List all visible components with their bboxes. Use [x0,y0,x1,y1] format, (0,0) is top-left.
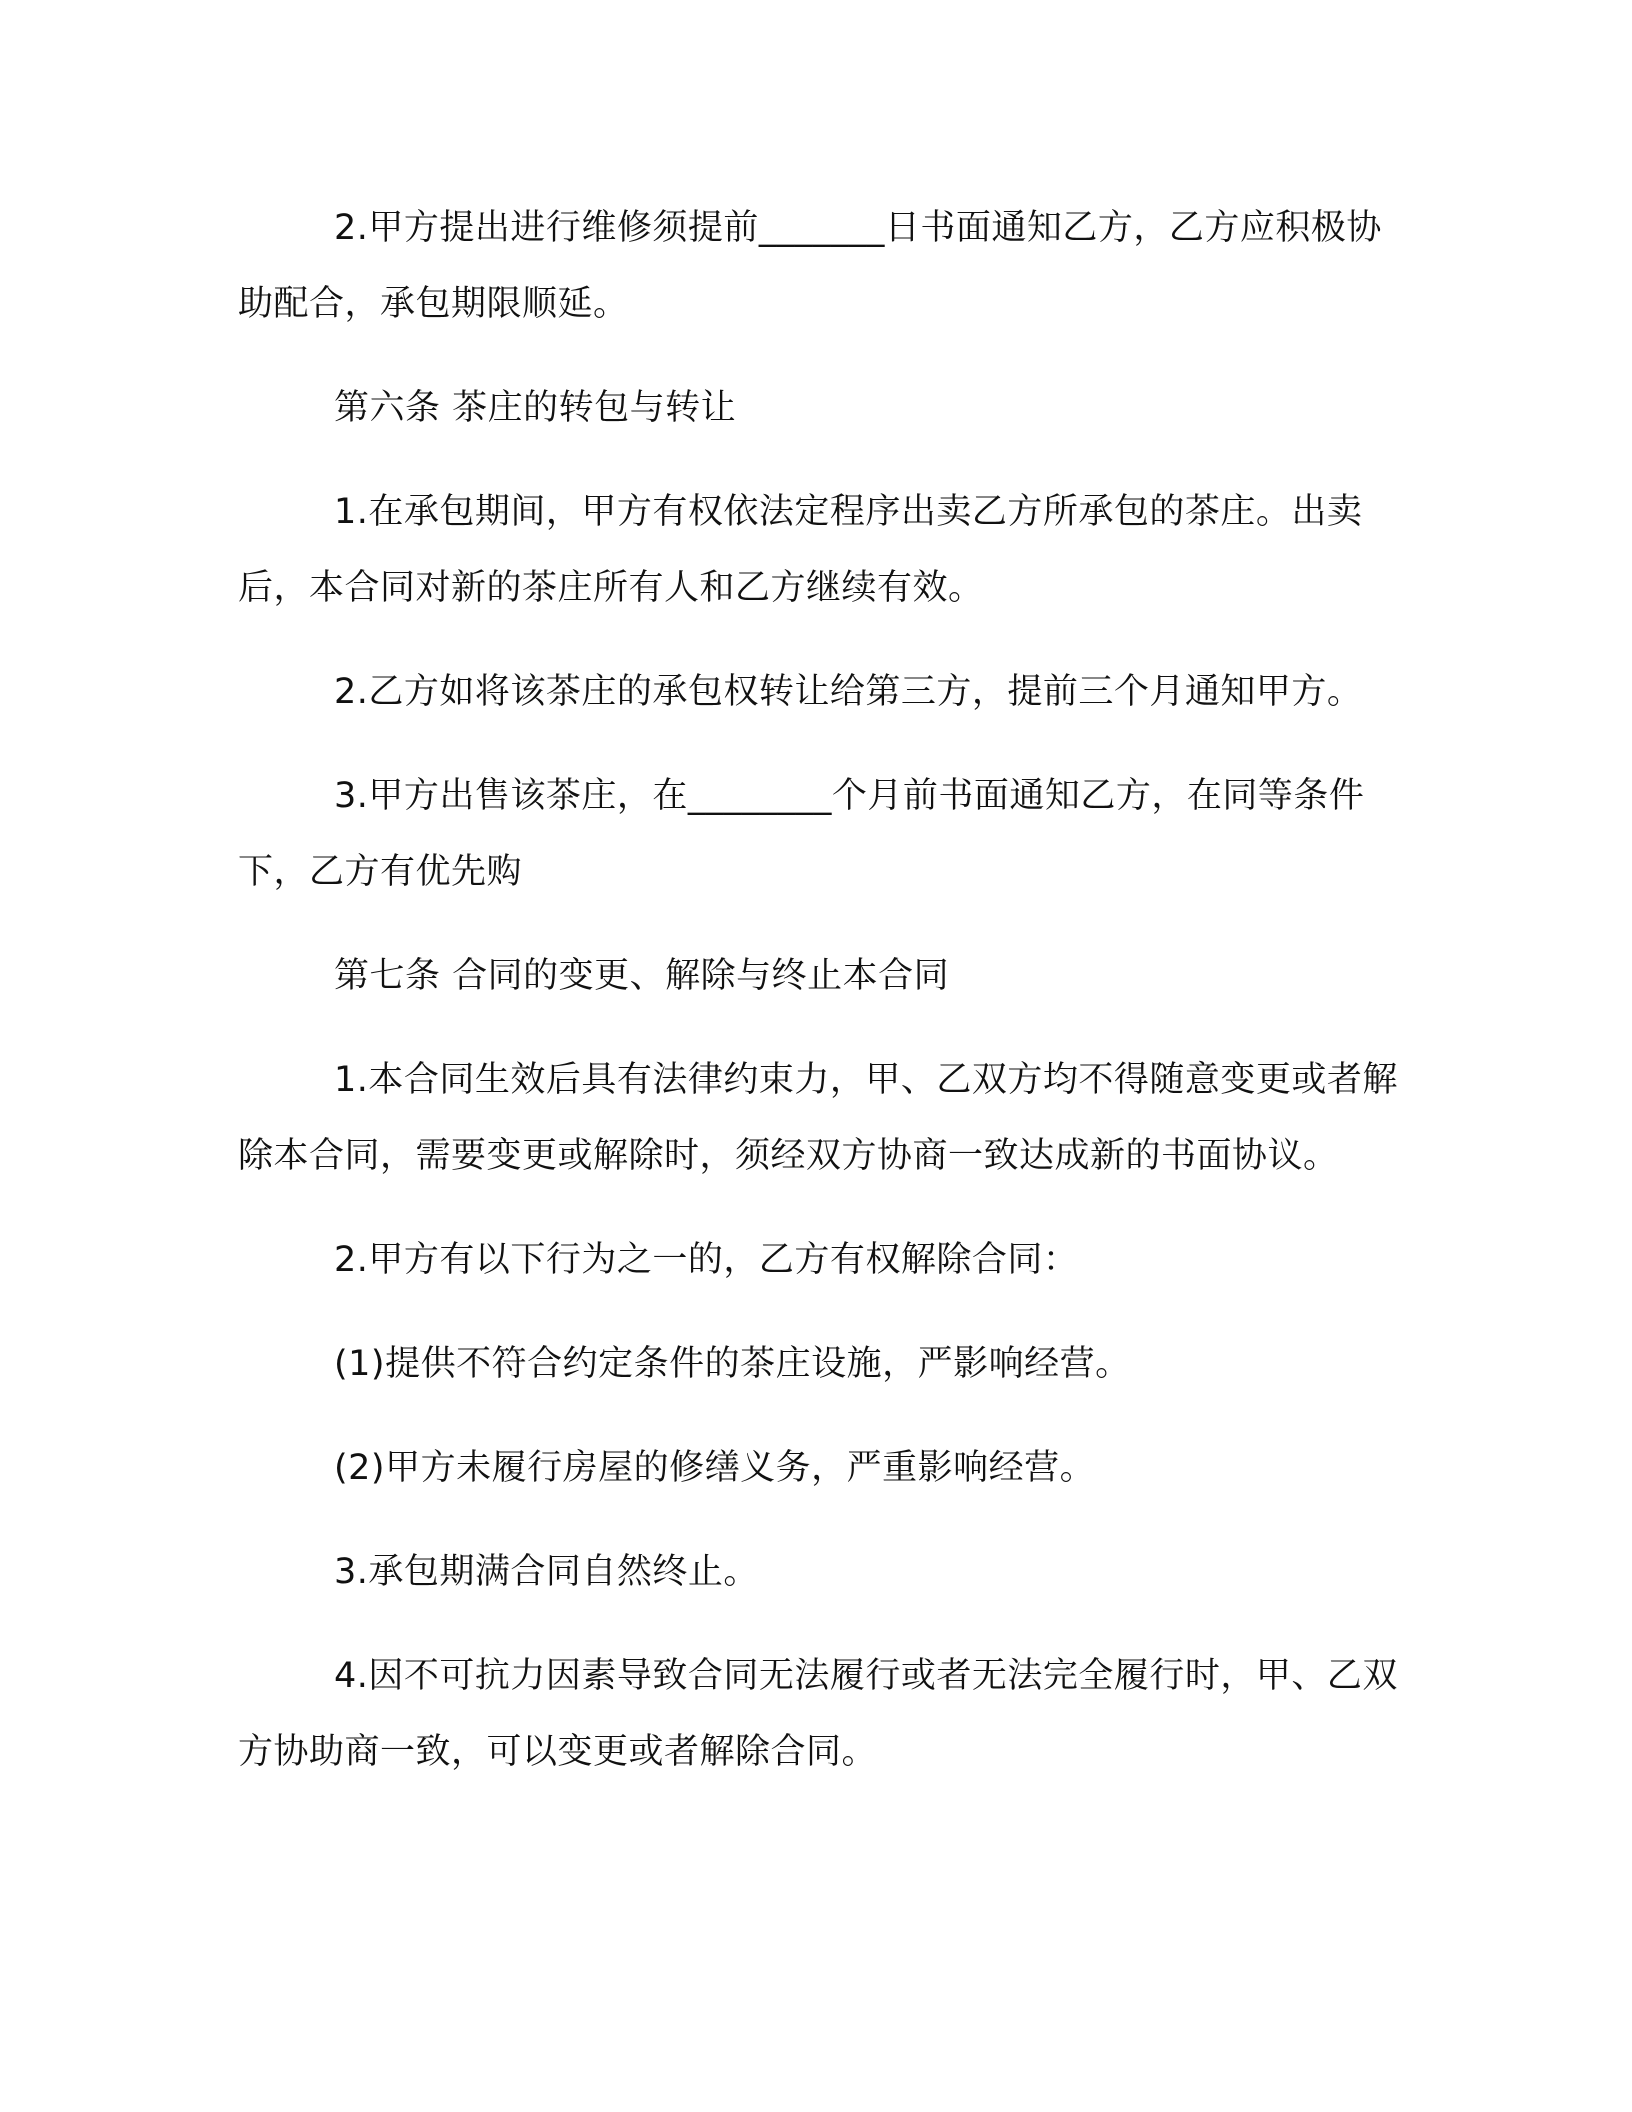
paragraph-term-expiry: 3.承包期满合同自然终止。 [334,1552,759,1592]
paragraph-binding-effect: 1.本合同生效后具有法律约束力，甲、乙双方均不得随意变更或者解除本合同，需要变更或解除时，须经双方协商一致达成新的书面协议。 [238,1060,1398,1176]
paragraph-force-majeure: 4.因不可抗力因素导致合同无法履行或者无法完全履行时，甲、乙双方协助商一致，可以变更或者解除合同。 [238,1656,1398,1772]
paragraph-priority-purchase: 3.甲方出售该茶庄，在________个月前书面通知乙方，在同等条件下，乙方有优先购 [238,776,1365,892]
paragraph-repair-notice: 2.甲方提出进行维修须提前_______日书面通知乙方，乙方应积极协助配合，承包期限顺延。 [238,208,1382,324]
paragraph-transfer-notice: 2.乙方如将该茶庄的承包权转让给第三方，提前三个月通知甲方。 [334,672,1363,712]
paragraph-clause-1: (1)提供不符合约定条件的茶庄设施，严影响经营。 [334,1344,1131,1384]
document-body [238,190,1398,1818]
paragraph-sale-during-term: 1.在承包期间，甲方有权依法定程序出卖乙方所承包的茶庄。出卖后，本合同对新的茶庄所有人和乙方继续有效。 [238,492,1363,608]
paragraph-termination-rights: 2.甲方有以下行为之一的，乙方有权解除合同： [334,1240,1079,1280]
article-six-heading: 第六条 茶庄的转包与转让 [334,388,737,428]
paragraph-clause-2: (2)甲方未履行房屋的修缮义务，严重影响经营。 [334,1448,1096,1488]
article-seven-heading: 第七条 合同的变更、解除与终止本合同 [334,956,950,996]
